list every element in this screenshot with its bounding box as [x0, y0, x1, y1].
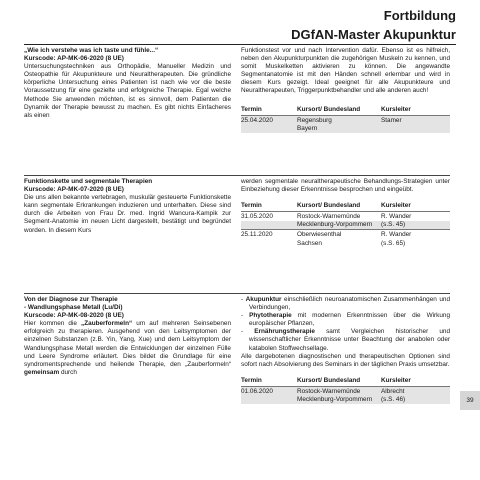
table-cell: [241, 221, 297, 230]
text-run: um auf mehreren Seinsebenen erfolgreich zu therapieren. Ausgehend von den Leitsymptomen der einzelnen Substanzen (z.B. Yin, Yang, Xue) und dem Leitsymptom der Wandlungsphase Metall werden die Entwicklungen der einzelnen Fülle und Leere Syndrome erläutert. Dies bildet die Grundlage für eine syndromentsprechende und heilende Therapie, den „Zauberformeln“: [24, 320, 231, 368]
section-2-table: [241, 202, 450, 247]
table-row: [241, 212, 450, 222]
bullet-bold: Akupunktur: [245, 296, 282, 303]
bullet-text: einschließlich neuroanatomischen Zusammenhängen und Verbindungen,: [249, 296, 451, 312]
section-2-right: [241, 178, 450, 248]
section-3-title: Von der Diagnose zur Therapie: [24, 296, 118, 303]
table-cell: [241, 240, 297, 248]
section-3-left: [24, 296, 231, 377]
table-cell: 25.04.2020: [241, 115, 297, 125]
table-cell: Rostock-Warnemünde: [297, 386, 381, 396]
table-cell: (s.S. 46): [381, 396, 406, 404]
table-cell: Rostock-Warnemünde: [297, 212, 381, 222]
bullet-bold: Ernährungstherapie: [254, 328, 315, 336]
table-cell: R. Wander: [381, 230, 450, 240]
table-row: [241, 240, 450, 248]
table-cell: Albrecht: [381, 386, 450, 396]
section-1-right: [241, 47, 450, 133]
section-2-left: [24, 178, 231, 235]
table-row: [241, 125, 450, 133]
section-2-title: Funktionskette und segmentale Therapien: [24, 178, 153, 185]
section-1-code: Kurscode: AP-MK-06-2020 (8 UE): [24, 55, 124, 63]
table-cell: [381, 125, 450, 133]
table-header: Termin: [241, 202, 262, 210]
section-3-right: [241, 296, 450, 404]
section-1-title: „Wie ich verstehe was ich taste und fühle...“: [24, 47, 159, 54]
section-3-table: [241, 377, 450, 404]
section-1-left: [24, 47, 231, 120]
table-cell: 25.11.2020: [241, 230, 297, 240]
table-header: Kursort/ Bundesland: [297, 105, 361, 113]
list-item: - Phytotherapie mit modernen Erkenntnissen über die Wirkung europäischer Pflanzen,: [241, 312, 451, 328]
table-cell: Mecklenburg-Vorpommern: [297, 221, 373, 229]
table-cell: R. Wander: [381, 212, 450, 222]
table-row: [241, 115, 450, 125]
section-3-code: Kurscode: AP-MK-08-2020 (8 UE): [24, 312, 124, 320]
section-3-title-line2: - Wandlungsphase Metall (Lu/Di): [24, 304, 123, 312]
table-cell: 01.06.2020: [241, 386, 297, 396]
table-header: Kursort/ Bundesland: [297, 202, 361, 210]
section-1-text: Untersuchungstechniken aus Orthopädie, Manueller Medizin und Osteopathie für Akupunkteure und Neuraltherapeuten. Die gründliche körperliche Untersuchung eines Patienten ist nach wie vor die beste Voraussetzung für eine gezielte und erfolgreiche Therapie. Egal welche Methode Sie anwenden möchten, ist es sinnvoll, dem Patienten die Dynamik der Therapie bewusst zu machen. Es gibt nichts Einfacheres als einen: [24, 63, 231, 119]
bullet-text: mit modernen Erkenntnissen über die Wirkung europäischer Pflanzen,: [249, 312, 451, 328]
section-1-text-cont: Funktionstest vor und nach Intervention dafür. Ebenso ist es hilfreich, neben den Akupunkturpunkten die zugehörigen Muskeln zu kennen, und somit Muskelketten aktivieren zu können. Die angewandte Segmentanatomie ist mit den Händen schnell erlernbar und wird in diesem Kurs gezeigt. Ideal geeignet für alle Akupunkteure und Neuraltherapeuten, Triggerpunktbehandler und alle anderen auch!: [241, 47, 450, 95]
table-cell: Regensburg: [297, 115, 381, 125]
section-1-table: [241, 106, 450, 133]
table-header: Termin: [241, 105, 262, 113]
section-3-after-text: Alle dargebotenen diagnostischen und therapeutischen Optionen sind sofort nach Absolvierung des Seminars in der täglichen Praxis umsetzbar.: [241, 352, 450, 368]
table-header: Kursleiter: [381, 376, 411, 384]
table-cell: Oberwiesenthal: [297, 230, 381, 240]
table-cell: Bayern: [297, 124, 318, 132]
table-cell: Stamer: [381, 115, 450, 125]
table-row: [241, 396, 450, 404]
bullet-text: samt Vergleichen historischer und wissenschaftlicher Erkenntnisse unter Beachtung der anabolen oder katabolen Stoffwechsellage.: [249, 328, 451, 352]
section-divider: [24, 175, 450, 176]
table-cell: (s.S. 45): [381, 221, 406, 229]
text-run-bold: „Zauberformeln“: [81, 320, 133, 328]
table-cell: Mecklenburg-Vorpommern: [297, 396, 373, 404]
table-cell: [241, 125, 297, 133]
table-cell: [241, 396, 297, 404]
section-2-code: Kurscode: AP-MK-07-2020 (8 UE): [24, 186, 124, 194]
table-row: [241, 221, 450, 230]
header-rule: [24, 44, 456, 45]
header-subtitle: DGfAN-Master Akupunktur: [291, 27, 456, 42]
section-3-bullets: [241, 296, 450, 353]
table-header: Termin: [241, 376, 262, 384]
text-run: Hier kommen die: [24, 320, 82, 328]
table-header: Kursort/ Bundesland: [297, 376, 361, 384]
table-cell: Sachsen: [297, 239, 322, 247]
list-item: - Ernährungstherapie samt Vergleichen historischer und wissenschaftlicher Erkenntnisse unter Beachtung der anabolen oder katabolen Stoffwechsellage.: [241, 328, 451, 352]
list-item: - Akupunktur einschließlich neuroanatomischen Zusammenhängen und Verbindungen,: [241, 296, 451, 312]
bullet-bold: Phytotherapie: [249, 312, 292, 320]
table-header: Kursleiter: [381, 202, 411, 210]
table-row: [241, 230, 450, 240]
table-row: [241, 386, 450, 396]
section-2-text-cont: werden segmentale neuraltherapeutische Behandlungs-Strategien unter Einbeziehung dieser Erkenntnisse besprochen und eingeübt.: [241, 178, 450, 194]
header-title: Fortbildung: [383, 8, 456, 23]
text-run: durch: [59, 368, 77, 376]
section-divider: [24, 293, 450, 294]
text-run-bold: gemeinsam: [24, 368, 60, 376]
table-cell: (s.S. 65): [381, 239, 406, 247]
table-header: Kursleiter: [381, 105, 411, 113]
page-number: 39: [460, 391, 480, 410]
table-cell: 31.05.2020: [241, 212, 297, 222]
section-3-text: [24, 320, 231, 377]
section-2-text: Die uns allen bekannte vertebragen, muskulär gesteuerte Funktionskette kann segmentale Erkrankungen induzieren und unterhalten. Diese sind durch die Arbeiten von Frau Dr. med. Ingrid Wancura-Kampik zur Segment-Anatomie im neuen Licht dargestellt, bestätigt und begründet worden. In diesem Kurs: [24, 194, 231, 234]
